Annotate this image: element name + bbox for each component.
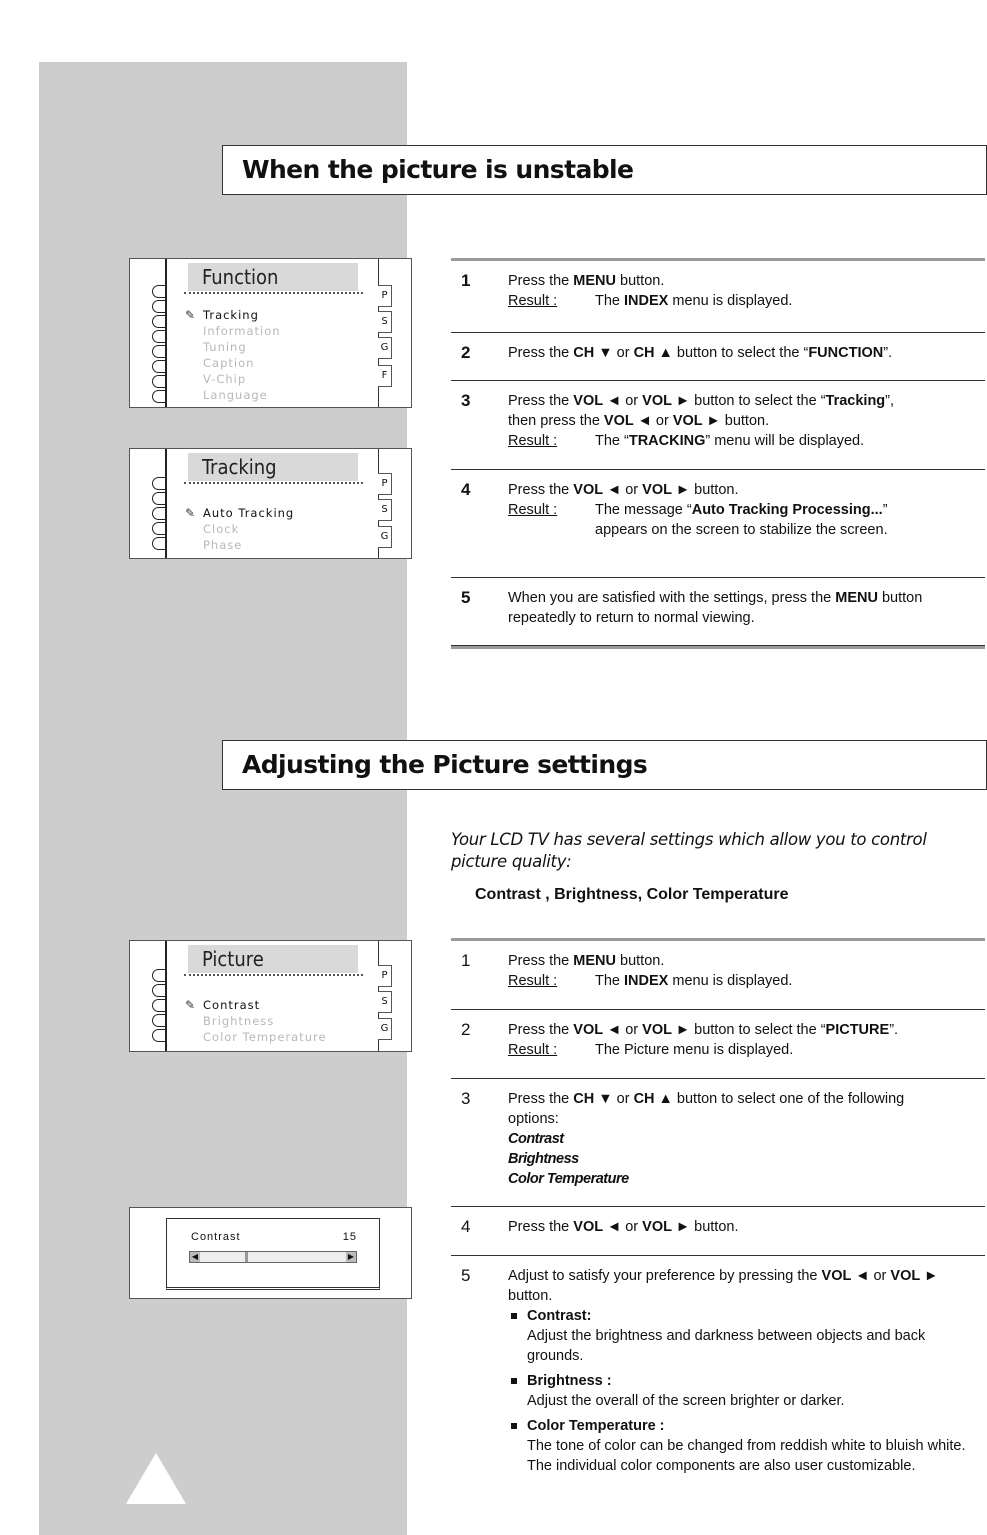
step-1 <box>451 261 985 333</box>
option-color-temperature: Color Temperature <box>508 1171 629 1187</box>
tab-p[interactable]: P <box>378 285 392 307</box>
notebook-rings <box>152 969 174 1044</box>
step-number: 1 <box>461 951 471 970</box>
tab-s[interactable]: S <box>378 991 392 1013</box>
contrast-slider[interactable] <box>189 1251 357 1263</box>
step-number: 2 <box>461 343 471 362</box>
step-body: Adjust to satisfy your preference by pressing the VOL ◄ or VOL ► button. Contrast: Adjust the brightness and darkness between objects and back grounds. Brightness : Adjust the overall of the screen brighter or darker. Color Temperature : The tone of color can be changed from reddish white to bluish white. The individual color components are also user customizable. <box>508 1266 983 1476</box>
step-5 <box>451 578 985 646</box>
bullet-contrast: Contrast: Adjust the brightness and darkness between objects and back grounds. <box>508 1306 983 1366</box>
step-2 <box>451 333 985 381</box>
osd-items <box>185 307 281 403</box>
arrow-left-icon[interactable]: ◀ <box>191 1252 199 1261</box>
osd-item-contrast[interactable]: ✎ Contrast <box>185 998 261 1012</box>
step-5 <box>451 1256 985 1506</box>
option-brightness: Brightness <box>508 1151 579 1167</box>
step-number: 3 <box>461 1089 471 1108</box>
notebook-rings <box>152 285 174 405</box>
pencil-icon: ✎ <box>185 308 197 322</box>
tab-g[interactable]: G <box>378 337 392 359</box>
step-body: Press the VOL ◄ or VOL ► button. <box>508 1219 739 1235</box>
intro-text: Your LCD TV has several settings which allow you to control picture quality: <box>451 830 927 871</box>
osd-item-language[interactable]: Language <box>203 388 268 402</box>
step-number: 3 <box>461 391 471 410</box>
osd-picture-menu <box>129 940 412 1052</box>
step-number: 1 <box>461 271 471 290</box>
slider-thumb[interactable] <box>245 1252 248 1262</box>
contrast-panel <box>166 1218 380 1290</box>
step-body: Press the CH ▼ or CH ▲ button to select the “FUNCTION”. <box>508 345 893 361</box>
section-title-unstable: When the picture is unstable <box>222 145 987 195</box>
bullet-color-temperature: Color Temperature : The tone of color can be changed from reddish white to bluish white. The individual color components are also user customizable. <box>508 1416 983 1476</box>
osd-title: Function <box>188 263 358 291</box>
osd-item-brightness[interactable]: Brightness <box>203 1014 275 1028</box>
osd-tabs <box>378 941 392 1051</box>
step-body: Press the MENU button. Result : The INDEX menu is displayed. <box>508 273 793 309</box>
osd-item-vchip[interactable]: V-Chip <box>203 372 247 386</box>
bullet-square-icon <box>511 1313 517 1319</box>
step-2 <box>451 1010 985 1079</box>
tab-f[interactable]: F <box>378 365 392 387</box>
section-title-picture: Adjusting the Picture settings <box>222 740 987 790</box>
step-4 <box>451 470 985 578</box>
step-body: Press the VOL ◄ or VOL ► button to select the “PICTURE”. Result : The Picture menu is displayed. <box>508 1022 899 1058</box>
step-1 <box>451 941 985 1010</box>
tab-p[interactable]: P <box>378 965 392 987</box>
osd-item-color-temperature[interactable]: Color Temperature <box>203 1030 327 1044</box>
osd-tabs <box>378 259 392 407</box>
osd-tabs <box>378 449 392 558</box>
pencil-icon: ✎ <box>185 998 197 1012</box>
osd-items <box>185 505 295 553</box>
osd-function-menu <box>129 258 412 408</box>
osd-item-auto-tracking[interactable]: ✎ Auto Tracking <box>185 506 295 520</box>
osd-contrast-adjust <box>129 1207 412 1299</box>
step-body: Press the MENU button. Result : The INDEX menu is displayed. <box>508 953 793 989</box>
tab-s[interactable]: S <box>378 311 392 333</box>
contrast-label: Contrast <box>191 1231 241 1243</box>
osd-title: Tracking <box>188 453 358 481</box>
steps-bottom-bar <box>451 646 985 649</box>
step-body: Press the VOL ◄ or VOL ► button to select the “Tracking”, then press the VOL ◄ or VOL ► button. Result : The “TRACKING” menu will be displayed. <box>508 393 895 449</box>
step-body: Press the CH ▼ or CH ▲ button to select one of the following options: Contrast Brightness Color Temperature <box>508 1089 983 1189</box>
option-contrast: Contrast <box>508 1131 564 1147</box>
step-4 <box>451 1207 985 1256</box>
bullet-square-icon <box>511 1423 517 1429</box>
step-3 <box>451 1079 985 1207</box>
tab-s[interactable]: S <box>378 499 392 521</box>
dotted-divider <box>184 482 363 484</box>
steps-unstable <box>451 258 985 649</box>
pencil-icon: ✎ <box>185 506 197 520</box>
steps-picture <box>451 938 985 1506</box>
triangle-icon <box>126 1453 186 1504</box>
dotted-divider <box>184 974 363 976</box>
step-number: 4 <box>461 480 471 499</box>
settings-list: Contrast , Brightness, Color Temperature <box>475 886 789 903</box>
contrast-value: 15 <box>342 1231 357 1243</box>
tab-g[interactable]: G <box>378 1018 392 1040</box>
osd-item-tuning[interactable]: Tuning <box>203 340 247 354</box>
osd-item-clock[interactable]: Clock <box>203 522 240 536</box>
tab-p[interactable]: P <box>378 473 392 495</box>
notebook-rings <box>152 477 174 552</box>
osd-item-phase[interactable]: Phase <box>203 538 243 552</box>
arrow-right-icon[interactable]: ▶ <box>347 1252 355 1261</box>
step-3 <box>451 381 985 470</box>
osd-title: Picture <box>188 945 358 973</box>
osd-tracking-menu <box>129 448 412 559</box>
osd-items <box>185 997 327 1045</box>
bullet-brightness: Brightness : Adjust the overall of the screen brighter or darker. <box>508 1371 983 1411</box>
tab-g[interactable]: G <box>378 526 392 548</box>
osd-item-tracking[interactable]: ✎ Tracking <box>185 308 259 322</box>
dotted-divider <box>184 292 363 294</box>
step-number: 5 <box>461 1266 471 1285</box>
bullet-square-icon <box>511 1378 517 1384</box>
step-body: When you are satisfied with the settings, press the MENU button repeatedly to return to normal viewing. <box>508 590 923 626</box>
osd-item-caption[interactable]: Caption <box>203 356 255 370</box>
step-number: 4 <box>461 1217 471 1236</box>
step-number: 2 <box>461 1020 471 1039</box>
step-body: Press the VOL ◄ or VOL ► button. Result : The message “Auto Tracking Processing...” appears on the screen to stabilize the screen. <box>508 482 888 538</box>
step-number: 5 <box>461 588 471 607</box>
osd-item-information[interactable]: Information <box>203 324 281 338</box>
